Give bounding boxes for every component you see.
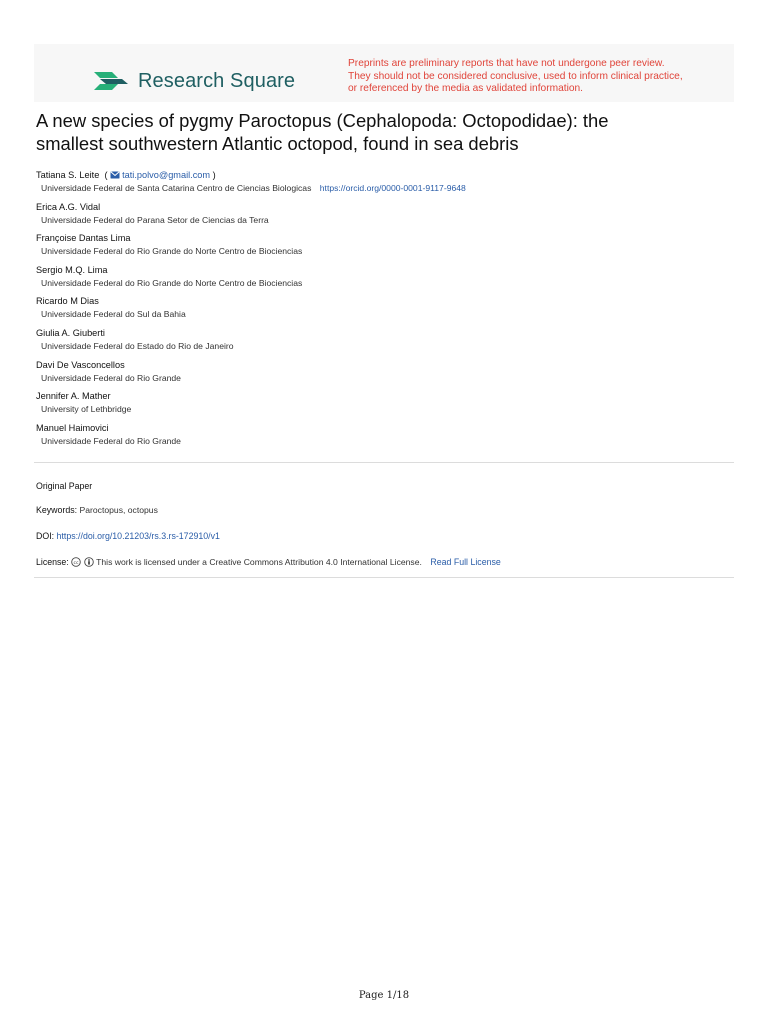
notice-line: or referenced by the media as validated information.: [348, 83, 584, 94]
divider: [34, 462, 734, 463]
cc-icon: [71, 557, 81, 567]
author-name: Giulia A. Giuberti: [36, 327, 105, 338]
notice-line: They should not be considered conclusive, used to inform clinical practice,: [348, 70, 683, 82]
author-entry: [36, 295, 736, 327]
page-number: Page 1/18: [358, 990, 410, 1001]
author-name: Jennifer A. Mather: [36, 391, 111, 402]
doi-row: [36, 531, 220, 541]
doi-link[interactable]: https://doi.org/10.21203/rs.3.rs-172910/v1: [56, 531, 220, 541]
author-entry: [36, 390, 736, 422]
license-label: License:: [36, 557, 69, 567]
author-name: Davi De Vasconcellos: [36, 359, 125, 370]
license-text: This work is licensed under a Creative Commons Attribution 4.0 International License.: [96, 557, 422, 567]
orcid-link[interactable]: https://orcid.org/0000-0001-9117-9648: [319, 183, 466, 193]
read-full-license-link[interactable]: Read Full License: [430, 557, 501, 567]
envelope-icon: [110, 171, 120, 179]
author-entry: Tatiana S. Leite ( tati.polvo@gmail.com ) Universidade Federal de Santa Catarina Centro de Ciencias Biologicas https://orcid.org/0000-0001-9117-9648: [36, 170, 466, 193]
author-name: Manuel Haimovici: [36, 422, 109, 433]
research-square-logo-mark-icon: [92, 66, 130, 96]
author-list: [36, 169, 736, 453]
author-name: Sergio M.Q. Lima: [36, 264, 108, 275]
title-line: smallest southwestern Atlantic octopod, found in sea debris: [36, 133, 519, 154]
divider: [34, 577, 734, 578]
research-square-logo[interactable]: [92, 64, 295, 98]
author-affiliation: Universidade Federal do Sul da Bahia: [41, 309, 186, 320]
author-affiliation: Universidade Federal de Santa Catarina Centro de Ciencias Biologicas: [41, 183, 312, 193]
author-entry: [36, 359, 736, 391]
author-entry: [36, 232, 736, 264]
article-type: Original Paper: [36, 481, 93, 491]
author-entry: [36, 201, 736, 233]
author-name: Erica A.G. Vidal: [36, 201, 101, 212]
keywords-value: Paroctopus, octopus: [79, 505, 158, 515]
author-affiliation: Universidade Federal do Rio Grande: [41, 435, 181, 446]
author-affiliation: Universidade Federal do Parana Setor de Ciencias da Terra: [41, 214, 269, 225]
author-name: Tatiana S. Leite: [36, 170, 100, 180]
author-entry: [36, 422, 736, 454]
preprint-notice: [348, 58, 698, 96]
author-entry: [36, 264, 736, 296]
author-affiliation: Universidade Federal do Rio Grande: [41, 372, 181, 383]
paper-title: [36, 109, 736, 155]
author-affiliation: Universidade Federal do Rio Grande do Norte Centro de Biociencias: [41, 277, 303, 288]
title-line: A new species of pygmy Paroctopus (Cephalopoda: Octopodidae): the: [36, 110, 609, 131]
author-affiliation: University of Lethbridge: [41, 404, 132, 415]
author-affiliation: Universidade Federal do Estado do Rio de Janeiro: [41, 340, 234, 351]
by-icon: [84, 557, 94, 567]
license-row: [36, 557, 501, 567]
author-name: Ricardo M Dias: [36, 296, 99, 307]
logo-text: Research Square: [138, 69, 296, 92]
notice-line: Preprints are preliminary reports that have not undergone peer review.: [348, 58, 665, 69]
author-affiliation: Universidade Federal do Rio Grande do Norte Centro de Biociencias: [41, 246, 303, 257]
keywords-row: [36, 505, 158, 515]
svg-text:cc: cc: [73, 560, 79, 566]
author-email-link[interactable]: tati.polvo@gmail.com: [122, 170, 211, 180]
keywords-label: Keywords:: [36, 505, 78, 515]
doi-label: DOI:: [36, 531, 55, 541]
author-name: Françoise Dantas Lima: [36, 233, 131, 244]
author-entry: [36, 327, 736, 359]
